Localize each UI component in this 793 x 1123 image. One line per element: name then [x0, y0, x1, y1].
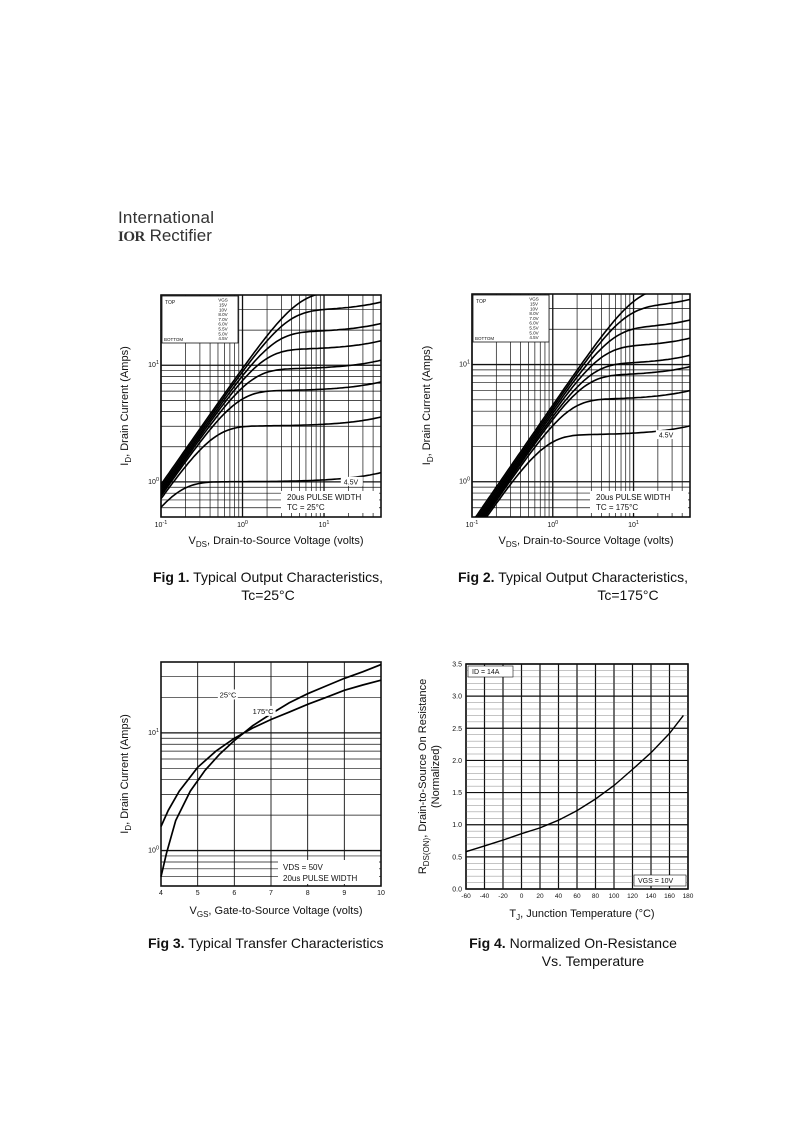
fig3-annotation-1: VDS = 50V [283, 863, 323, 872]
fig1-ytick: $10^1$ [148, 360, 159, 370]
fig1-xtick: $10^0$ [237, 520, 248, 529]
fig1-legend-value: 4.5V [218, 336, 228, 342]
fig2-ytick: $10^1$ [459, 359, 470, 369]
fig3-xlabel: $V_{GS}$, Gate-to-Source Voltage (volts) [189, 905, 363, 919]
company-logo [118, 208, 214, 246]
fig2-legend-value: 6.0V [529, 320, 539, 326]
fig3-label-175c: 175°C [252, 706, 274, 716]
fig4-xtick: 80 [591, 893, 600, 900]
fig2-subtitle: Tc=175°C [597, 587, 659, 603]
fig3-number: Fig 3. [148, 935, 185, 951]
fig4-ytick: 1.5 [452, 790, 462, 798]
fig1-ylabel: $I_D$, Drain Current (Amps) [119, 346, 133, 466]
fig4-chart [408, 650, 703, 925]
fig3-xtick: 9 [342, 890, 347, 897]
fig4-xtick: 140 [645, 893, 657, 900]
fig2-xlabel: $V_{DS}$, Drain-to-Source Voltage (volts) [498, 535, 674, 549]
fig4-annotation-vgs: VGS = 10V [638, 878, 674, 885]
fig4-xtick: 180 [682, 893, 694, 900]
fig4-ytick: 2.5 [452, 725, 462, 733]
fig3-ylabel: $I_D$, Drain Current (Amps) [119, 714, 133, 834]
fig3-ytick: $10^1$ [148, 727, 159, 737]
fig4-ytick: 0.5 [452, 854, 462, 862]
fig2-legend-value: 4.5V [529, 335, 539, 341]
fig2-title: Typical Output Characteristics, [498, 569, 689, 585]
fig4-ytick: 1.0 [452, 822, 462, 830]
fig4-ytick: 3.0 [452, 693, 462, 701]
fig1-title: Typical Output Characteristics, [193, 569, 384, 585]
fig4-xtick: -40 [479, 893, 490, 900]
fig3-title: Typical Transfer Characteristics [188, 935, 384, 951]
fig1-subtitle: Tc=25°C [241, 587, 295, 603]
ior-mark: IOR [118, 229, 145, 245]
fig2-curve-label: 4.5V [658, 432, 674, 440]
fig4-xtick: -20 [498, 893, 508, 900]
fig3-caption [148, 934, 384, 952]
fig2-annotation-1: 20us PULSE WIDTH [596, 493, 671, 502]
fig2-xtick: $10^1$ [628, 520, 639, 529]
fig1-annotation-1: 20us PULSE WIDTH [287, 493, 362, 502]
fig1-xlabel: $V_{DS}$, Drain-to-Source Voltage (volts) [188, 535, 364, 549]
fig4-number: Fig 4. [469, 935, 506, 951]
fig4-ytick: 3.5 [452, 661, 462, 669]
fig2-annotation-2: TC = 175°C [596, 503, 639, 512]
fig4-xtick: 0 [519, 893, 524, 900]
fig1-caption [148, 568, 388, 604]
fig2-xtick: $10^0$ [547, 520, 559, 529]
fig2-legend-value: 15V [529, 301, 539, 307]
fig2-number: Fig 2. [458, 569, 495, 585]
logo-line-2 [118, 226, 214, 246]
fig1-legend-value: 6.0V [218, 321, 228, 327]
fig4-ylabel: $R_{DS(ON)}$, Drain-to-Source On Resistance [417, 678, 431, 875]
fig2-legend-value: 5.5V [529, 325, 539, 331]
fig2-legend-value: 5.0V [529, 330, 539, 336]
fig2-ylabel: $I_D$, Drain Current (Amps) [421, 345, 435, 466]
fig4-ylabel-2: (Normalized) [430, 745, 442, 808]
fig4-annotation-id: ID = 14A [472, 669, 500, 676]
fig1-xtick: $10^{-1}$ [154, 520, 168, 529]
fig1-legend-top: TOP [165, 300, 176, 306]
fig3-xtick: 10 [377, 890, 385, 897]
fig2-legend-vgs: VGS [529, 296, 539, 302]
fig3-xtick: 6 [232, 890, 237, 897]
fig3-xtick: 8 [305, 890, 310, 897]
fig3-xtick: 4 [159, 890, 163, 897]
fig1-ytick: $10^0$ [148, 476, 159, 486]
fig2-chart [420, 283, 700, 555]
fig1-legend-bottom: BOTTOM [164, 337, 184, 342]
logo-line-1: International [118, 208, 215, 227]
fig1-legend-value: 5.0V [218, 331, 228, 337]
fig1-legend-value: 15V [218, 302, 228, 308]
fig2-caption [458, 568, 688, 604]
fig1-xtick: $10^1$ [318, 520, 330, 529]
fig2-legend-bottom: BOTTOM [475, 336, 495, 341]
fig3-label-25c: 25°C [219, 690, 237, 700]
fig4-xtick: 20 [536, 893, 544, 900]
fig3-xtick: 5 [195, 890, 200, 897]
fig4-ytick: 2.0 [452, 757, 462, 765]
logo-rectifier: Rectifier [149, 226, 212, 245]
fig4-xtick: 100 [608, 893, 620, 900]
fig4-xtick: -60 [461, 893, 471, 900]
fig1-legend-value: 7.0V [218, 316, 228, 322]
fig2-legend-top: TOP [476, 299, 487, 305]
fig4-xlabel: $T_J$, Junction Temperature (°C) [509, 908, 655, 922]
fig3-xtick: 7 [269, 890, 273, 897]
fig1-curve-label: 4.5V [343, 479, 359, 487]
fig3-chart [118, 650, 393, 925]
fig4-xtick: 120 [627, 893, 638, 900]
fig1-legend-vgs: VGS [218, 297, 228, 303]
fig4-xtick: 40 [554, 893, 563, 900]
fig4-title: Normalized On-Resistance [509, 935, 677, 951]
fig1-chart [118, 285, 393, 555]
fig1-legend-value: 5.5V [218, 326, 228, 332]
fig2-legend-value: 10V [529, 306, 539, 312]
fig2-xtick: $10^{-1}$ [465, 520, 479, 529]
fig1-annotation-2: TC = 25°C [287, 503, 325, 512]
fig3-annotation-2: 20us PULSE WIDTH [283, 874, 358, 883]
fig3-ytick: $10^0$ [148, 845, 159, 855]
fig4-subtitle: Vs. Temperature [541, 953, 645, 969]
fig2-ytick: $10^0$ [459, 476, 470, 486]
fig2-legend-value: 7.0V [529, 315, 539, 321]
fig4-xtick: 60 [573, 893, 581, 900]
fig4-ytick: 0.0 [452, 886, 462, 894]
fig4-caption [458, 934, 688, 970]
fig2-legend-value: 8.0V [529, 311, 539, 317]
fig1-number: Fig 1. [152, 569, 190, 585]
fig1-legend-value: 8.0V [218, 312, 228, 318]
fig1-legend-value: 10V [218, 307, 228, 313]
fig4-xtick: 160 [664, 893, 675, 900]
